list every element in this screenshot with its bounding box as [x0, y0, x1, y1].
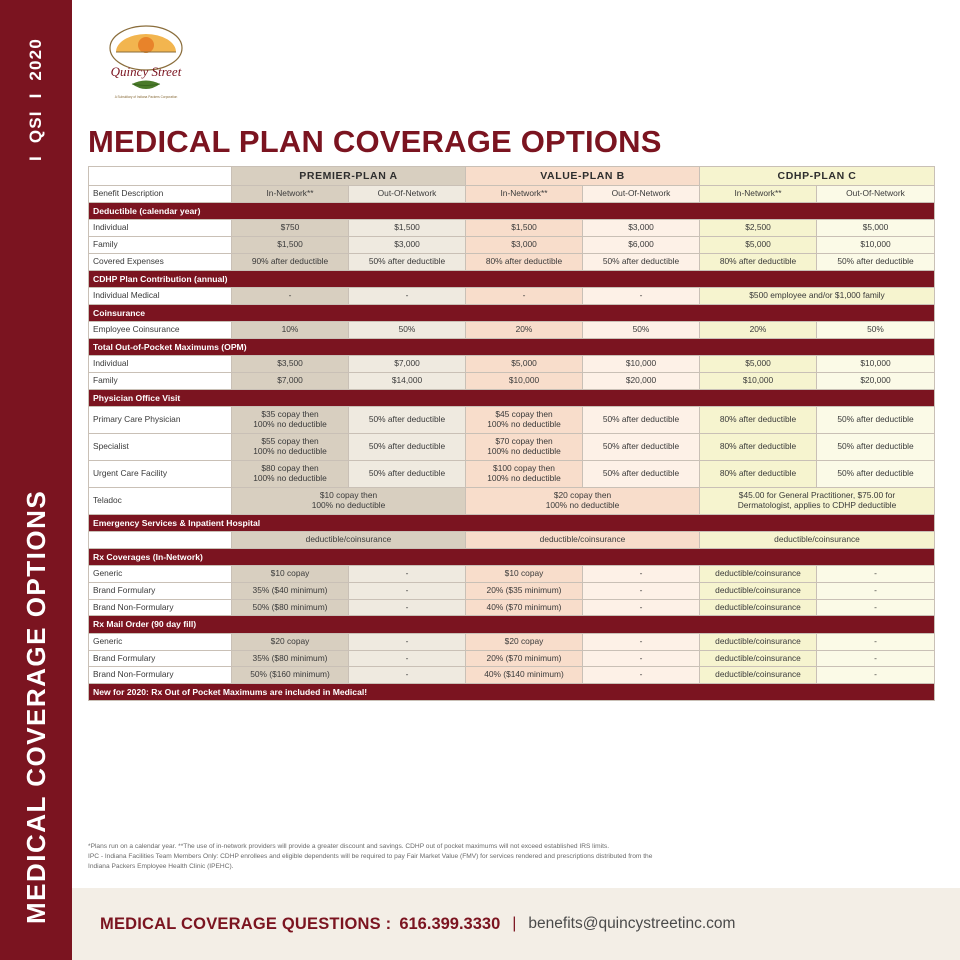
group-header-oopm — [89, 339, 935, 356]
cell: $45 copay then 100% no deductible — [466, 407, 583, 434]
plan-header-spacer — [89, 167, 232, 186]
cell: 50% after deductible — [583, 434, 700, 461]
group-header-deductible-label: Deductible (calendar year) — [89, 203, 935, 220]
cell: 50% after deductible — [349, 254, 466, 271]
cell: $5,000 — [700, 356, 817, 373]
cell: $20,000 — [817, 373, 935, 390]
row-label: Covered Expenses — [89, 254, 232, 271]
table-row — [89, 633, 935, 650]
col-b-out-network: Out-Of-Network — [583, 186, 700, 203]
cell: $2,500 — [700, 220, 817, 237]
col-a-in-network: In-Network** — [232, 186, 349, 203]
table-row — [89, 220, 935, 237]
cell: 20% ($70 minimum) — [466, 650, 583, 667]
row-label: Primary Care Physician — [89, 407, 232, 434]
cell: $20 copay — [466, 633, 583, 650]
cell: $1,500 — [349, 220, 466, 237]
cell: 50% ($160 minimum) — [232, 667, 349, 684]
cell: - — [466, 288, 583, 305]
plan-header-row — [89, 167, 935, 186]
svg-text:A Subsidiary of Indiana Packer: A Subsidiary of Indiana Packers Corporation — [114, 95, 178, 99]
cell-merged: $500 employee and/or $1,000 family — [700, 288, 935, 305]
cell: - — [349, 633, 466, 650]
group-header-rx-mail — [89, 616, 935, 633]
table-row — [89, 582, 935, 599]
table-row — [89, 460, 935, 487]
cell: - — [349, 582, 466, 599]
cell: 35% ($80 minimum) — [232, 650, 349, 667]
group-header-emergency-label: Emergency Services & Inpatient Hospital — [89, 514, 935, 531]
cell: 50% after deductible — [349, 460, 466, 487]
table-row — [89, 373, 935, 390]
cell: - — [583, 633, 700, 650]
col-a-out-network: Out-Of-Network — [349, 186, 466, 203]
row-label: Generic — [89, 633, 232, 650]
side-rail-org: QSI — [26, 110, 45, 144]
table-row — [89, 650, 935, 667]
cell: $14,000 — [349, 373, 466, 390]
cell: $55 copay then 100% no deductible — [232, 434, 349, 461]
cell: 50% — [349, 322, 466, 339]
cell: deductible/coinsurance — [700, 633, 817, 650]
col-c-out-network: Out-Of-Network — [817, 186, 935, 203]
group-header-rx-mail-label: Rx Mail Order (90 day fill) — [89, 616, 935, 633]
cell: $6,000 — [583, 237, 700, 254]
cell: deductible/coinsurance — [700, 650, 817, 667]
col-c-in-network: In-Network** — [700, 186, 817, 203]
cell: $7,000 — [349, 356, 466, 373]
cell-merged: $45.00 for General Practitioner, $75.00 for Dermatologist, applies to CDHP deductible — [700, 487, 935, 514]
cell: 80% after deductible — [700, 434, 817, 461]
cell: 80% after deductible — [700, 460, 817, 487]
page-title: MEDICAL PLAN COVERAGE OPTIONS — [88, 124, 662, 159]
cell: - — [817, 667, 935, 684]
cell: $3,000 — [349, 237, 466, 254]
group-header-physician — [89, 390, 935, 407]
cell: - — [817, 599, 935, 616]
table-row — [89, 254, 935, 271]
side-rail-meta — [26, 0, 46, 161]
cell: 50% — [817, 322, 935, 339]
cell: 35% ($40 minimum) — [232, 582, 349, 599]
group-header-cdhp-contribution — [89, 271, 935, 288]
table-row — [89, 667, 935, 684]
cell: 40% ($70 minimum) — [466, 599, 583, 616]
cell: $750 — [232, 220, 349, 237]
cell: $35 copay then 100% no deductible — [232, 407, 349, 434]
cell: $3,500 — [232, 356, 349, 373]
col-benefit-description: Benefit Description — [89, 186, 232, 203]
cell-merged: deductible/coinsurance — [700, 531, 935, 548]
cell: $1,500 — [232, 237, 349, 254]
cell: $3,000 — [466, 237, 583, 254]
cell: deductible/coinsurance — [700, 599, 817, 616]
table-row — [89, 531, 935, 548]
cell: deductible/coinsurance — [700, 667, 817, 684]
side-rail — [0, 0, 72, 960]
cell: 80% after deductible — [700, 254, 817, 271]
footer-content — [72, 915, 735, 934]
group-header-coinsurance-label: Coinsurance — [89, 305, 935, 322]
cell-merged: $10 copay then 100% no deductible — [232, 487, 466, 514]
cell: $100 copay then 100% no deductible — [466, 460, 583, 487]
row-label: Brand Non-Formulary — [89, 599, 232, 616]
cell: 50% after deductible — [349, 407, 466, 434]
row-label: Generic — [89, 565, 232, 582]
footnote-line-1: *Plans run on a calendar year. **The use of in-network providers will provide a greater discount and savings. CDHP out of pocket maximums will not exceed established IRS limits. — [88, 843, 610, 850]
footnotes — [88, 842, 938, 873]
group-header-rx-coverages-label: Rx Coverages (In-Network) — [89, 548, 935, 565]
cell: 50% after deductible — [817, 434, 935, 461]
cell: - — [232, 288, 349, 305]
cell: 80% after deductible — [700, 407, 817, 434]
cell: - — [817, 650, 935, 667]
footer-separator: | — [512, 915, 517, 932]
row-label: Family — [89, 373, 232, 390]
cell: 50% after deductible — [583, 407, 700, 434]
cell: - — [583, 650, 700, 667]
cell: $10,000 — [583, 356, 700, 373]
row-label: Specialist — [89, 434, 232, 461]
plan-header-b: VALUE-PLAN B — [466, 167, 700, 186]
group-header-deductible — [89, 203, 935, 220]
table-row — [89, 487, 935, 514]
side-rail-divider-2: I — [26, 92, 45, 99]
plan-header-a: PREMIER-PLAN A — [232, 167, 466, 186]
cell: $20,000 — [583, 373, 700, 390]
cell: 50% after deductible — [817, 254, 935, 271]
cell: 20% — [700, 322, 817, 339]
cell: 40% ($140 minimum) — [466, 667, 583, 684]
cell: $10,000 — [817, 356, 935, 373]
footer-email[interactable]: benefits@quincystreetinc.com — [528, 915, 736, 932]
cell: 50% after deductible — [583, 254, 700, 271]
side-rail-label: MEDICAL COVERAGE OPTIONS — [20, 489, 51, 924]
table-row — [89, 322, 935, 339]
side-rail-year: 2020 — [26, 38, 45, 81]
footer-bar — [72, 888, 960, 960]
row-label: Teladoc — [89, 487, 232, 514]
footnote-line-3: Indiana Packers Employee Health Clinic (IPEHC). — [88, 863, 234, 871]
table-row — [89, 407, 935, 434]
cell: 10% — [232, 322, 349, 339]
cell-merged: deductible/coinsurance — [232, 531, 466, 548]
cell: $3,000 — [583, 220, 700, 237]
cell: - — [583, 599, 700, 616]
cell: - — [349, 288, 466, 305]
table-row — [89, 565, 935, 582]
cell: - — [817, 582, 935, 599]
row-label: Brand Non-Formulary — [89, 667, 232, 684]
cell: 80% after deductible — [466, 254, 583, 271]
cell: $5,000 — [700, 237, 817, 254]
cell: 90% after deductible — [232, 254, 349, 271]
cell: - — [817, 565, 935, 582]
cell: - — [583, 288, 700, 305]
footnote-line-2: IPC - Indiana Facilities Team Members Only: CDHP enrollees and eligible dependents will be required to pay Fair Market Value (FMV) for services rendered and prescriptions distributed from the — [88, 853, 653, 861]
table-row — [89, 356, 935, 373]
group-header-rx-coverages — [89, 548, 935, 565]
cell: deductible/coinsurance — [700, 565, 817, 582]
cell: deductible/coinsurance — [700, 582, 817, 599]
cell: - — [583, 667, 700, 684]
side-rail-text — [0, 0, 72, 960]
cell: 50% after deductible — [583, 460, 700, 487]
cell: $70 copay then 100% no deductible — [466, 434, 583, 461]
group-header-emergency — [89, 514, 935, 531]
cell: - — [583, 565, 700, 582]
group-header-physician-label: Physician Office Visit — [89, 390, 935, 407]
row-label — [89, 531, 232, 548]
cell: 50% after deductible — [817, 460, 935, 487]
row-label: Individual — [89, 356, 232, 373]
plan-header-c: CDHP-PLAN C — [700, 167, 935, 186]
side-rail-divider-1: I — [26, 155, 45, 161]
cell: - — [349, 565, 466, 582]
cell: $10 copay — [466, 565, 583, 582]
row-label: Urgent Care Facility — [89, 460, 232, 487]
cell: $10,000 — [817, 237, 935, 254]
cell: 50% — [583, 322, 700, 339]
cell: - — [583, 582, 700, 599]
cell: $7,000 — [232, 373, 349, 390]
column-subheader-row — [89, 186, 935, 203]
cell: 50% ($80 minimum) — [232, 599, 349, 616]
cell: $5,000 — [466, 356, 583, 373]
cell: 50% after deductible — [349, 434, 466, 461]
new-for-2020-note-row — [89, 684, 935, 701]
cell: $10,000 — [700, 373, 817, 390]
cell: 50% after deductible — [817, 407, 935, 434]
quincy-street-logo — [86, 18, 206, 113]
svg-text:Quincy Street: Quincy Street — [110, 64, 182, 79]
cell: 20% ($35 minimum) — [466, 582, 583, 599]
cell: $80 copay then 100% no deductible — [232, 460, 349, 487]
new-for-2020-note: New for 2020: Rx Out of Pocket Maximums are included in Medical! — [89, 684, 935, 701]
cell-merged: deductible/coinsurance — [466, 531, 700, 548]
cell: $5,000 — [817, 220, 935, 237]
group-header-coinsurance — [89, 305, 935, 322]
cell-merged: $20 copay then 100% no deductible — [466, 487, 700, 514]
cell: $20 copay — [232, 633, 349, 650]
group-header-cdhp-label: CDHP Plan Contribution (annual) — [89, 271, 935, 288]
cell: 20% — [466, 322, 583, 339]
table-row — [89, 288, 935, 305]
cell: - — [817, 633, 935, 650]
table-row — [89, 599, 935, 616]
footer-phone[interactable]: 616.399.3330 — [399, 914, 501, 933]
row-label: Brand Formulary — [89, 582, 232, 599]
cell: $1,500 — [466, 220, 583, 237]
cell: $10,000 — [466, 373, 583, 390]
col-b-in-network: In-Network** — [466, 186, 583, 203]
table-row — [89, 237, 935, 254]
row-label: Brand Formulary — [89, 650, 232, 667]
medical-plan-table — [88, 166, 935, 701]
group-header-oopm-label: Total Out-of-Pocket Maximums (OPM) — [89, 339, 935, 356]
footer-questions-label: MEDICAL COVERAGE QUESTIONS : — [100, 914, 392, 933]
row-label: Individual Medical — [89, 288, 232, 305]
cell: - — [349, 650, 466, 667]
row-label: Family — [89, 237, 232, 254]
table-row — [89, 434, 935, 461]
row-label: Employee Coinsurance — [89, 322, 232, 339]
cell: - — [349, 667, 466, 684]
cell: - — [349, 599, 466, 616]
cell: $10 copay — [232, 565, 349, 582]
row-label: Individual — [89, 220, 232, 237]
